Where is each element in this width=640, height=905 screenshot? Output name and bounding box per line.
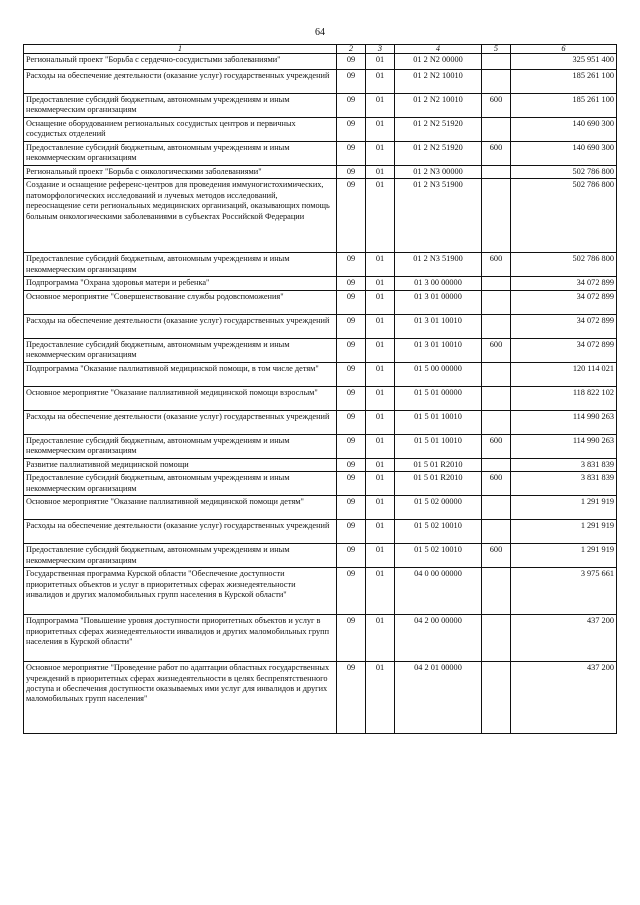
row-expense-type-cell xyxy=(482,386,511,410)
row-name-cell: Предоставление субсидий бюджетным, автономным учреждениям и иным некоммерческим организациям xyxy=(24,544,337,568)
row-subsection-cell: 01 xyxy=(366,362,395,386)
row-name-cell: Предоставление субсидий бюджетным, автономным учреждениям и иным некоммерческим организациям xyxy=(24,434,337,458)
row-expense-type-cell: 600 xyxy=(482,142,511,166)
row-section-cell: 09 xyxy=(337,70,366,94)
row-subsection-cell: 01 xyxy=(366,54,395,70)
row-subsection-cell: 01 xyxy=(366,277,395,290)
row-section-cell: 09 xyxy=(337,615,366,662)
row-amount-cell: 120 114 021 xyxy=(511,362,617,386)
row-expense-type-cell: 600 xyxy=(482,94,511,118)
row-name-cell: Основное мероприятие "Совершенствование службы родовспоможения" xyxy=(24,290,337,314)
row-name-cell: Предоставление субсидий бюджетным, автономным учреждениям и иным некоммерческим организациям xyxy=(24,472,337,496)
row-expense-type-cell xyxy=(482,496,511,520)
row-section-cell: 09 xyxy=(337,410,366,434)
row-amount-cell: 1 291 919 xyxy=(511,544,617,568)
table-row xyxy=(24,496,617,520)
row-amount-cell: 325 951 400 xyxy=(511,54,617,70)
column-header-expense-type: 5 xyxy=(482,45,511,54)
row-expense-type-cell xyxy=(482,410,511,434)
row-amount-cell: 34 072 899 xyxy=(511,314,617,338)
row-section-cell: 09 xyxy=(337,142,366,166)
row-subsection-cell: 01 xyxy=(366,615,395,662)
row-expense-type-cell: 600 xyxy=(482,434,511,458)
row-name-cell: Основное мероприятие "Проведение работ по адаптации областных государственных учреждений в приоритетных сферах жизнедеятельности в целях беспрепятственного доступа и обеспечения доступности оказываемых ими услуг для инвалидов и других маломобильных групп населения" xyxy=(24,662,337,734)
row-section-cell: 09 xyxy=(337,386,366,410)
row-name-cell: Расходы на обеспечение деятельности (оказание услуг) государственных учреждений xyxy=(24,314,337,338)
row-name-cell: Основное мероприятие "Оказание паллиативной медицинской помощи детям" xyxy=(24,496,337,520)
row-name-cell: Предоставление субсидий бюджетным, автономным учреждениям и иным некоммерческим организациям xyxy=(24,338,337,362)
row-expense-type-cell xyxy=(482,615,511,662)
row-expense-type-cell: 600 xyxy=(482,253,511,277)
row-section-cell: 09 xyxy=(337,472,366,496)
table-row xyxy=(24,410,617,434)
row-amount-cell: 114 990 263 xyxy=(511,410,617,434)
row-target-article-cell: 01 5 02 00000 xyxy=(395,496,482,520)
row-expense-type-cell xyxy=(482,662,511,734)
row-expense-type-cell xyxy=(482,277,511,290)
row-amount-cell: 1 291 919 xyxy=(511,496,617,520)
row-name-cell: Развитие паллиативной медицинской помощи xyxy=(24,458,337,471)
row-target-article-cell: 01 5 01 R2010 xyxy=(395,458,482,471)
row-expense-type-cell xyxy=(482,179,511,253)
table-row xyxy=(24,662,617,734)
row-target-article-cell: 01 5 00 00000 xyxy=(395,362,482,386)
table-row xyxy=(24,277,617,290)
row-section-cell: 09 xyxy=(337,520,366,544)
row-subsection-cell: 01 xyxy=(366,496,395,520)
row-section-cell: 09 xyxy=(337,568,366,615)
row-subsection-cell: 01 xyxy=(366,179,395,253)
row-target-article-cell: 01 2 N3 00000 xyxy=(395,166,482,179)
row-amount-cell: 34 072 899 xyxy=(511,277,617,290)
row-section-cell: 09 xyxy=(337,94,366,118)
row-target-article-cell: 04 0 00 00000 xyxy=(395,568,482,615)
row-name-cell: Предоставление субсидий бюджетным, автономным учреждениям и иным некоммерческим организациям xyxy=(24,94,337,118)
row-target-article-cell: 01 5 01 R2010 xyxy=(395,472,482,496)
row-amount-cell: 3 831 839 xyxy=(511,458,617,471)
table-row xyxy=(24,166,617,179)
row-subsection-cell: 01 xyxy=(366,314,395,338)
table-header-row xyxy=(24,45,617,54)
row-subsection-cell: 01 xyxy=(366,142,395,166)
row-amount-cell: 34 072 899 xyxy=(511,290,617,314)
table-row xyxy=(24,70,617,94)
row-expense-type-cell xyxy=(482,118,511,142)
row-expense-type-cell xyxy=(482,166,511,179)
table-row xyxy=(24,434,617,458)
row-section-cell: 09 xyxy=(337,54,366,70)
table-row xyxy=(24,544,617,568)
row-section-cell: 09 xyxy=(337,434,366,458)
row-target-article-cell: 01 3 01 10010 xyxy=(395,338,482,362)
row-target-article-cell: 01 5 01 10010 xyxy=(395,434,482,458)
row-name-cell: Оснащение оборудованием региональных сосудистых центров и первичных сосудистых отделений xyxy=(24,118,337,142)
row-amount-cell: 502 786 800 xyxy=(511,253,617,277)
row-section-cell: 09 xyxy=(337,662,366,734)
row-name-cell: Региональный проект "Борьба с онкологическими заболеваниями" xyxy=(24,166,337,179)
row-subsection-cell: 01 xyxy=(366,544,395,568)
page-number: 64 xyxy=(315,27,325,38)
row-subsection-cell: 01 xyxy=(366,290,395,314)
row-amount-cell: 140 690 300 xyxy=(511,118,617,142)
table-row xyxy=(24,118,617,142)
row-subsection-cell: 01 xyxy=(366,118,395,142)
table-row xyxy=(24,179,617,253)
row-target-article-cell: 01 5 01 00000 xyxy=(395,386,482,410)
row-subsection-cell: 01 xyxy=(366,338,395,362)
row-target-article-cell: 01 5 02 10010 xyxy=(395,520,482,544)
table-row xyxy=(24,458,617,471)
row-expense-type-cell xyxy=(482,458,511,471)
row-subsection-cell: 01 xyxy=(366,568,395,615)
row-section-cell: 09 xyxy=(337,166,366,179)
row-name-cell: Расходы на обеспечение деятельности (оказание услуг) государственных учреждений xyxy=(24,410,337,434)
row-amount-cell: 185 261 100 xyxy=(511,94,617,118)
row-expense-type-cell xyxy=(482,568,511,615)
row-subsection-cell: 01 xyxy=(366,434,395,458)
row-expense-type-cell: 600 xyxy=(482,338,511,362)
row-amount-cell: 34 072 899 xyxy=(511,338,617,362)
row-name-cell: Подпрограмма "Повышение уровня доступности приоритетных объектов и услуг в приоритетных сферах жизнедеятельности инвалидов и других маломобильных групп населения в Курской области" xyxy=(24,615,337,662)
row-expense-type-cell xyxy=(482,520,511,544)
row-amount-cell: 3 975 661 xyxy=(511,568,617,615)
row-expense-type-cell xyxy=(482,362,511,386)
row-expense-type-cell xyxy=(482,290,511,314)
row-expense-type-cell xyxy=(482,70,511,94)
row-expense-type-cell: 600 xyxy=(482,544,511,568)
row-expense-type-cell xyxy=(482,314,511,338)
row-target-article-cell: 01 2 N2 10010 xyxy=(395,94,482,118)
budget-table xyxy=(23,44,617,734)
table-row xyxy=(24,615,617,662)
row-target-article-cell: 01 2 N2 00000 xyxy=(395,54,482,70)
row-target-article-cell: 01 2 N2 10010 xyxy=(395,70,482,94)
row-amount-cell: 1 291 919 xyxy=(511,520,617,544)
table-row xyxy=(24,338,617,362)
row-name-cell: Государственная программа Курской области "Обеспечение доступности приоритетных объектов и услуг в приоритетных сферах жизнедеятельности инвалидов и других маломобильных групп населения в Курской области" xyxy=(24,568,337,615)
row-amount-cell: 140 690 300 xyxy=(511,142,617,166)
table-row xyxy=(24,253,617,277)
row-target-article-cell: 01 5 01 10010 xyxy=(395,410,482,434)
row-target-article-cell: 01 2 N3 51900 xyxy=(395,179,482,253)
row-name-cell: Предоставление субсидий бюджетным, автономным учреждениям и иным некоммерческим организациям xyxy=(24,142,337,166)
table-row xyxy=(24,142,617,166)
row-name-cell: Основное мероприятие "Оказание паллиативной медицинской помощи взрослым" xyxy=(24,386,337,410)
table-row xyxy=(24,386,617,410)
column-header-section: 2 xyxy=(337,45,366,54)
column-header-subsection: 3 xyxy=(366,45,395,54)
row-section-cell: 09 xyxy=(337,544,366,568)
row-name-cell: Предоставление субсидий бюджетным, автономным учреждениям и иным некоммерческим организациям xyxy=(24,253,337,277)
row-name-cell: Региональный проект "Борьба с сердечно-сосудистыми заболеваниями" xyxy=(24,54,337,70)
table-row xyxy=(24,314,617,338)
row-amount-cell: 118 822 102 xyxy=(511,386,617,410)
row-subsection-cell: 01 xyxy=(366,70,395,94)
row-section-cell: 09 xyxy=(337,118,366,142)
column-header-name: 1 xyxy=(24,45,337,54)
row-target-article-cell: 01 3 00 00000 xyxy=(395,277,482,290)
row-expense-type-cell xyxy=(482,54,511,70)
row-name-cell: Создание и оснащение референс-центров для проведения иммуногистохимических, патоморфологических исследований и лучевых методов исследований, переоснащение сети региональных медицинских организаций, оказывающих помощь больным онкологическими заболеваниями в субъектах Российской Федерации xyxy=(24,179,337,253)
row-section-cell: 09 xyxy=(337,253,366,277)
row-target-article-cell: 01 2 N2 51920 xyxy=(395,142,482,166)
row-subsection-cell: 01 xyxy=(366,410,395,434)
row-amount-cell: 502 786 800 xyxy=(511,166,617,179)
row-amount-cell: 437 200 xyxy=(511,662,617,734)
row-subsection-cell: 01 xyxy=(366,472,395,496)
row-section-cell: 09 xyxy=(337,362,366,386)
row-target-article-cell: 01 3 01 10010 xyxy=(395,314,482,338)
row-subsection-cell: 01 xyxy=(366,253,395,277)
row-section-cell: 09 xyxy=(337,314,366,338)
row-section-cell: 09 xyxy=(337,338,366,362)
row-subsection-cell: 01 xyxy=(366,458,395,471)
row-section-cell: 09 xyxy=(337,290,366,314)
table-row xyxy=(24,472,617,496)
row-target-article-cell: 01 2 N2 51920 xyxy=(395,118,482,142)
table-row xyxy=(24,520,617,544)
row-target-article-cell: 01 3 01 00000 xyxy=(395,290,482,314)
row-name-cell: Подпрограмма "Охрана здоровья матери и ребенка" xyxy=(24,277,337,290)
row-section-cell: 09 xyxy=(337,179,366,253)
row-subsection-cell: 01 xyxy=(366,386,395,410)
row-amount-cell: 114 990 263 xyxy=(511,434,617,458)
row-target-article-cell: 01 5 02 10010 xyxy=(395,544,482,568)
row-subsection-cell: 01 xyxy=(366,520,395,544)
row-amount-cell: 437 200 xyxy=(511,615,617,662)
row-subsection-cell: 01 xyxy=(366,662,395,734)
row-amount-cell: 502 786 800 xyxy=(511,179,617,253)
row-amount-cell: 3 831 839 xyxy=(511,472,617,496)
row-name-cell: Расходы на обеспечение деятельности (оказание услуг) государственных учреждений xyxy=(24,70,337,94)
row-subsection-cell: 01 xyxy=(366,166,395,179)
row-subsection-cell: 01 xyxy=(366,94,395,118)
table-row xyxy=(24,94,617,118)
row-section-cell: 09 xyxy=(337,277,366,290)
row-name-cell: Расходы на обеспечение деятельности (оказание услуг) государственных учреждений xyxy=(24,520,337,544)
table-row xyxy=(24,54,617,70)
row-name-cell: Подпрограмма "Оказание паллиативной медицинской помощи, в том числе детям" xyxy=(24,362,337,386)
column-header-amount: 6 xyxy=(511,45,617,54)
column-header-target-article: 4 xyxy=(395,45,482,54)
row-target-article-cell: 04 2 01 00000 xyxy=(395,662,482,734)
row-section-cell: 09 xyxy=(337,458,366,471)
row-target-article-cell: 01 2 N3 51900 xyxy=(395,253,482,277)
row-section-cell: 09 xyxy=(337,496,366,520)
row-expense-type-cell: 600 xyxy=(482,472,511,496)
row-target-article-cell: 04 2 00 00000 xyxy=(395,615,482,662)
table-row xyxy=(24,362,617,386)
table-row xyxy=(24,568,617,615)
table-row xyxy=(24,290,617,314)
row-amount-cell: 185 261 100 xyxy=(511,70,617,94)
